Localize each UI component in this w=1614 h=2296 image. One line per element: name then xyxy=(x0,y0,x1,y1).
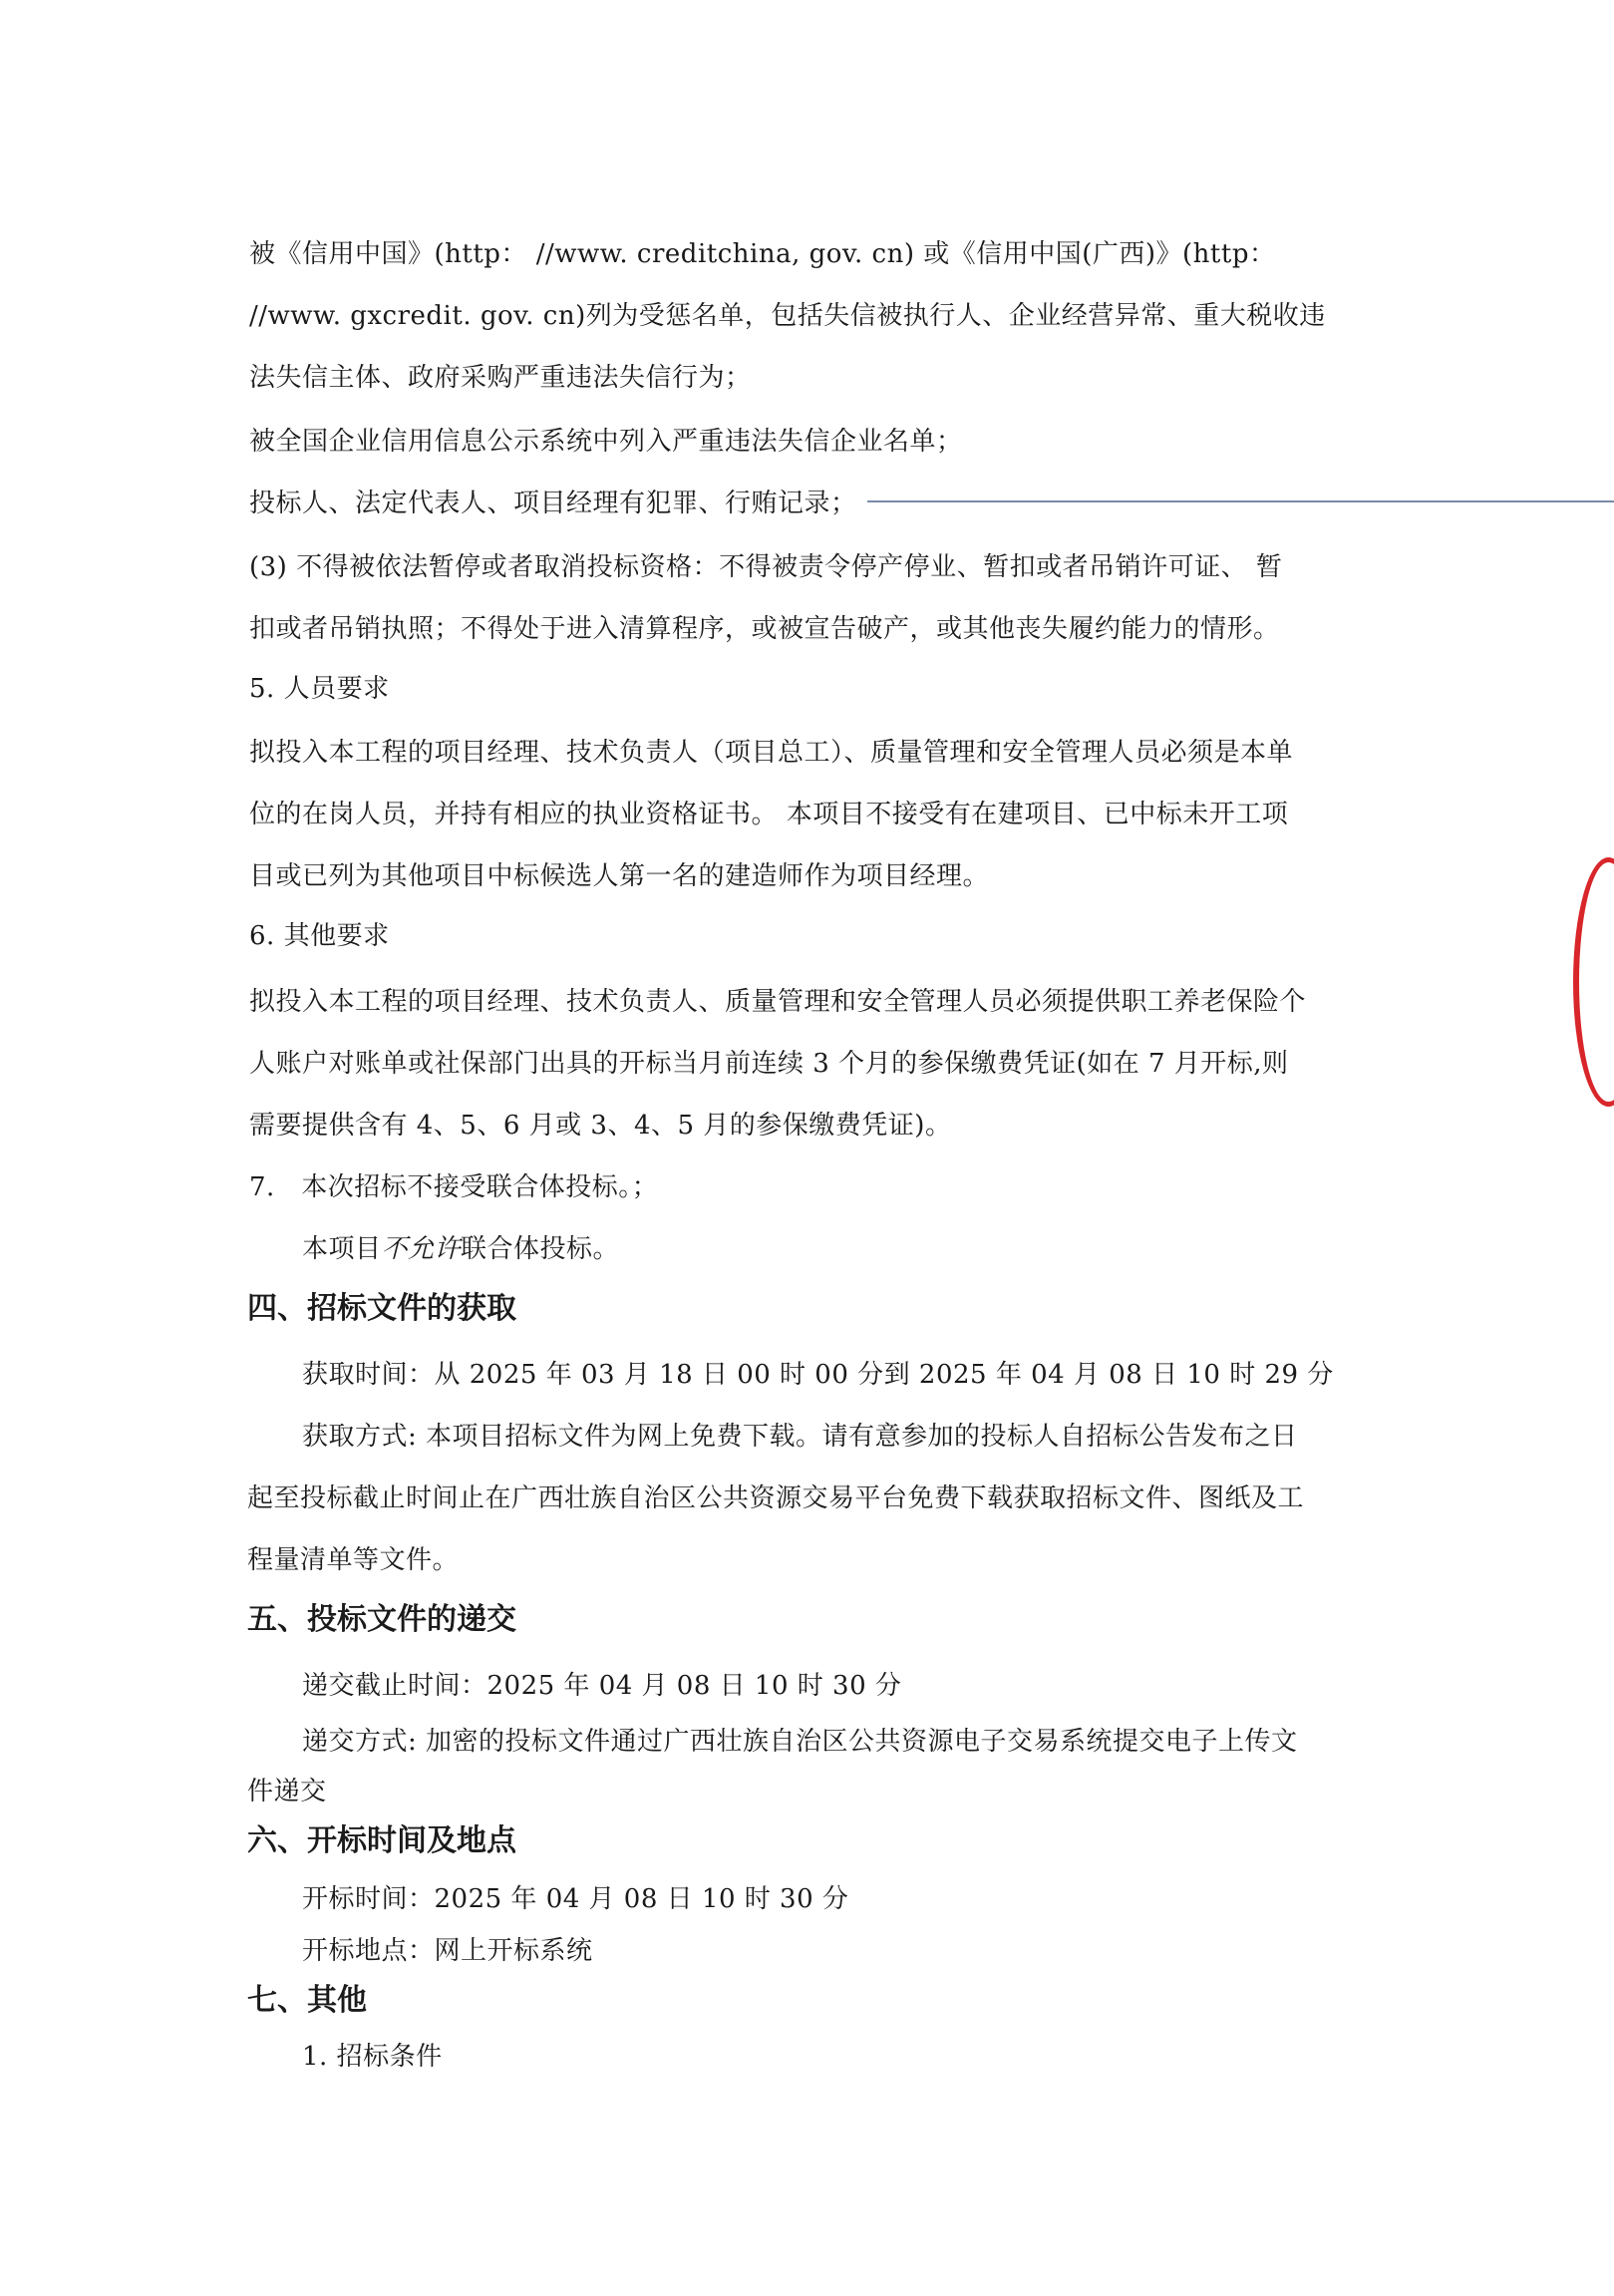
text-line: 7. 本次招标不接受联合体投标。； xyxy=(249,1172,659,1202)
text-line: //www. gxcredit. gov. cn)列为受惩名单，包括失信被执行人、企业经营异常、重大税收违 xyxy=(249,301,1326,331)
text-line: 扣或者吊销执照；不得处于进入清算程序，或被宣告破产，或其他丧失履约能力的情形。 xyxy=(249,614,1280,644)
text-line: 件递交 xyxy=(247,1777,327,1806)
text-line: 获取方式: 本项目招标文件为网上免费下载。请有意参加的投标人自招标公告发布之日 xyxy=(302,1422,1298,1452)
text-line: 位的在岗人员，并持有相应的执业资格证书。 本项目不接受有在建项目、已中标未开工项 xyxy=(249,800,1289,829)
text-line: 拟投入本工程的项目经理、技术负责人（项目总工）、质量管理和安全管理人员必须是本单 xyxy=(249,738,1294,768)
text-line: 拟投入本工程的项目经理、技术负责人、质量管理和安全管理人员必须提供职工养老保险个 xyxy=(249,987,1307,1017)
section-label: 6. 其他要求 xyxy=(249,921,390,951)
text-line: 递交截止时间：2025 年 04 月 08 日 10 时 30 分 xyxy=(302,1671,902,1701)
heading-section-6: 六、开标时间及地点 xyxy=(247,1823,516,1858)
heading-section-7: 七、其他 xyxy=(247,1983,367,2018)
heading-section-4: 四、招标文件的获取 xyxy=(247,1291,516,1326)
text-line: 递交方式: 加密的投标文件通过广西壮族自治区公共资源电子交易系统提交电子上传文 xyxy=(302,1727,1298,1757)
text-line: 开标地点：网上开标系统 xyxy=(302,1936,593,1966)
text-line: (3) 不得被依法暂停或者取消投标资格：不得被责令停产停业、暂扣或者吊销许可证、 暂 xyxy=(249,552,1283,582)
heading-section-5: 五、投标文件的递交 xyxy=(247,1602,516,1637)
scan-line xyxy=(867,500,1614,502)
text-line: 1. 招标条件 xyxy=(302,2042,443,2072)
text-line: 需要提供含有 4、5、6 月或 3、4、5 月的参保缴费凭证)。 xyxy=(249,1111,952,1141)
text-line: 人账户对账单或社保部门出具的开标当月前连续 3 个月的参保缴费凭证(如在 7 月开标,则 xyxy=(249,1049,1289,1079)
text-line: 被《信用中国》(http： //www. creditchina, gov. cn) 或《信用中国(广西)》(http： xyxy=(249,239,1276,269)
text-line: 投标人、法定代表人、项目经理有犯罪、行贿记录； xyxy=(249,489,857,518)
text-line: 程量清单等文件。 xyxy=(247,1545,460,1575)
text-line: 被全国企业信用信息公示系统中列入严重违法失信企业名单； xyxy=(249,427,963,457)
text-line: 目或已列为其他项目中标候选人第一名的建造师作为项目经理。 xyxy=(249,861,990,891)
section-label: 5. 人员要求 xyxy=(249,674,390,704)
text-line: 起至投标截止时间止在广西壮族自治区公共资源交易平台免费下载获取招标文件、图纸及工 xyxy=(247,1483,1305,1513)
red-seal-stamp xyxy=(1573,857,1614,1107)
text-line: 获取时间：从 2025 年 03 月 18 日 00 时 00 分到 2025 年 04 月 08 日 10 时 29 分 xyxy=(302,1360,1334,1390)
text-line: 开标时间：2025 年 04 月 08 日 10 时 30 分 xyxy=(302,1884,849,1914)
italic-text: 不允许 xyxy=(381,1234,462,1264)
text-line: 本项目不允许联合体投标。 xyxy=(302,1234,620,1264)
text-line: 法失信主体、政府采购严重违法失信行为； xyxy=(249,363,752,393)
